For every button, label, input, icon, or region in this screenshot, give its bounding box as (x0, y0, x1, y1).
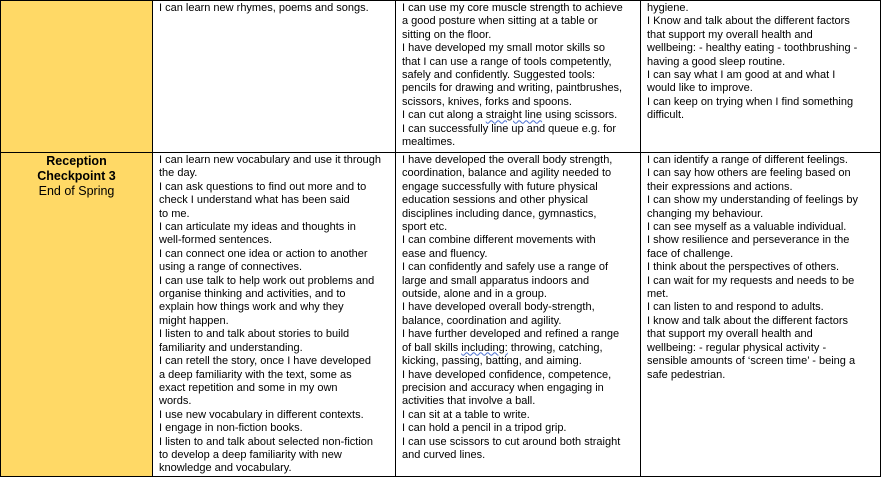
text-line: disciplines including dance, gymnastics, (402, 207, 597, 220)
text-line: hygiene. (647, 2, 689, 14)
text-line: difficult. (647, 109, 685, 122)
text-line: a good posture when sitting at a table or (402, 15, 598, 28)
text-line: sport etc. (402, 221, 448, 234)
text-line: I can say what I am good at and what I (647, 69, 836, 82)
text-line: I can retell the story, once I have developed (159, 355, 371, 368)
text-line: I can use my core muscle strength to achieve (402, 2, 623, 14)
text-segment: I can cut along a (402, 109, 486, 122)
text-line: I have developed overall body-strength, (402, 301, 595, 314)
text-line: a deep familiarity with the text, some as (159, 368, 352, 381)
text-line (402, 342, 634, 355)
text-line: I can connect one idea or action to another (159, 247, 368, 260)
text-line: and curved lines. (402, 448, 486, 461)
text-line: I have further developed and refined a range (402, 328, 620, 341)
text-line: wellbeing: - regular physical activity - (647, 341, 827, 354)
text-line: explain how things work and why they (159, 301, 344, 314)
text-line: using a range of connectives. (159, 261, 303, 274)
text-line: exact repetition and some in my own (159, 381, 338, 394)
text-line: I can learn new rhymes, poems and songs. (159, 2, 369, 14)
text-line: I show resilience and perseverance in the (647, 234, 850, 247)
text-line: I can use scissors to cut around both straight (402, 435, 621, 448)
text-line: I can learn new vocabulary and use it through (159, 154, 381, 166)
text-line: I can confidently and safely use a range of (402, 261, 609, 274)
row1-personal-cell (641, 1, 881, 153)
text-line: I can wait for my requests and needs to be (647, 274, 855, 287)
text-line: the day. (159, 167, 198, 180)
row1-header-cell (1, 1, 153, 153)
text-line: precision and accuracy when engaging in (402, 381, 604, 394)
text-line: sensible amounts of ‘screen time’ - being a (647, 355, 856, 368)
text-line: I have developed my small motor skills so (402, 42, 605, 55)
text-line: I can keep on trying when I find something (647, 95, 854, 108)
text-line: might happen. (159, 314, 229, 327)
text-line: that support my overall health and (647, 28, 813, 41)
row2-personal-cell (641, 153, 881, 477)
text-line: education sessions and other physical (402, 194, 588, 207)
text-line: wellbeing: - healthy eating - toothbrushing - (647, 42, 858, 55)
text-line: I can sit at a table to write. (402, 408, 530, 421)
text-line: I can see myself as a valuable individual. (647, 221, 847, 234)
text-segment: using scissors. (542, 109, 618, 122)
text-segment: throwing, catching, (507, 341, 603, 354)
text-line: to develop a deep familiarity with new (159, 448, 342, 461)
text-line: kicking, passing, batting, and aiming. (402, 355, 582, 368)
text-line: large and small apparatus indoors and (402, 274, 590, 287)
text-line: I can successfully line up and queue e.g. for (402, 122, 617, 135)
text-line: would like to improve. (647, 82, 753, 95)
table-row-1 (1, 1, 881, 153)
text-line: well-formed sentences. (159, 234, 273, 247)
table-row-2 (1, 153, 881, 477)
text-line: safely and confidently. Suggested tools: (402, 69, 596, 82)
row1-communication-cell (153, 1, 396, 153)
text-line: safe pedestrian. (647, 368, 726, 381)
text-line: I use new vocabulary in different contexts. (159, 408, 364, 421)
text-line: met. (647, 288, 669, 301)
checkpoint-title-line1: Reception (46, 154, 107, 168)
text-line: changing my behaviour. (647, 207, 764, 220)
text-line: I listen to and talk about selected non-fiction (159, 435, 374, 448)
text-line: knowledge and vocabulary. (159, 462, 292, 475)
spell-flagged-text: including: (461, 341, 508, 354)
text-line: balance, coordination and agility. (402, 314, 562, 327)
text-line (402, 109, 634, 122)
text-line: their expressions and actions. (647, 180, 793, 193)
text-line: I can hold a pencil in a tripod grip. (402, 422, 567, 435)
text-line: I can articulate my ideas and thoughts in (159, 221, 356, 234)
checkpoint-title-line2: Checkpoint 3 (37, 169, 116, 183)
text-line: I listen to and talk about stories to build (159, 328, 350, 341)
text-line: to me. (159, 207, 190, 220)
text-line: I can show my understanding of feelings by (647, 194, 858, 207)
row2-physical-cell (396, 153, 641, 477)
spell-flagged-text: straight line (485, 109, 543, 122)
text-line: I can combine different movements with (402, 234, 596, 247)
text-line: I have developed the overall body strength, (402, 154, 613, 166)
row2-communication-cell (153, 153, 396, 477)
text-line: I can say how others are feeling based on (647, 167, 851, 180)
text-line: coordination, balance and agility needed to (402, 167, 612, 180)
text-line: I can identify a range of different feelings. (647, 154, 848, 166)
text-line: face of challenge. (647, 247, 734, 260)
text-line: I can ask questions to find out more and to (159, 180, 367, 193)
text-line: having a good sleep routine. (647, 55, 786, 68)
text-line: engage successfully with future physical (402, 180, 598, 193)
text-line: I know and talk about the different factors (647, 314, 848, 327)
row2-header-cell (1, 153, 153, 477)
text-line: I engage in non-fiction books. (159, 422, 303, 435)
text-segment: of ball skills (402, 341, 462, 354)
checkpoint-subtitle: End of Spring (38, 184, 115, 198)
text-line: mealtimes. (402, 136, 456, 149)
text-line: scissors, knives, forks and spoons. (402, 95, 572, 108)
text-line: check I understand what has been said (159, 194, 350, 207)
text-line: organise thinking and activities, and to (159, 288, 346, 301)
row1-physical-cell (396, 1, 641, 153)
text-line: pencils for drawing and writing, paintbrushes, (402, 82, 623, 95)
text-line: that I can use a range of tools competently, (402, 55, 612, 68)
text-line: I Know and talk about the different factors (647, 15, 850, 28)
text-line: I think about the perspectives of others. (647, 261, 840, 274)
text-line: that support my overall health and (647, 328, 813, 341)
text-line: ease and fluency. (402, 247, 488, 260)
text-line: words. (159, 395, 192, 408)
text-line: outside, alone and in a group. (402, 288, 547, 301)
text-line: sitting on the floor. (402, 28, 492, 41)
text-line: I can use talk to help work out problems and (159, 274, 375, 287)
text-line: activities that involve a ball. (402, 395, 536, 408)
text-line: familiarity and understanding. (159, 341, 303, 354)
text-line: I have developed confidence, competence, (402, 368, 612, 381)
text-line: I can listen to and respond to adults. (647, 301, 824, 314)
